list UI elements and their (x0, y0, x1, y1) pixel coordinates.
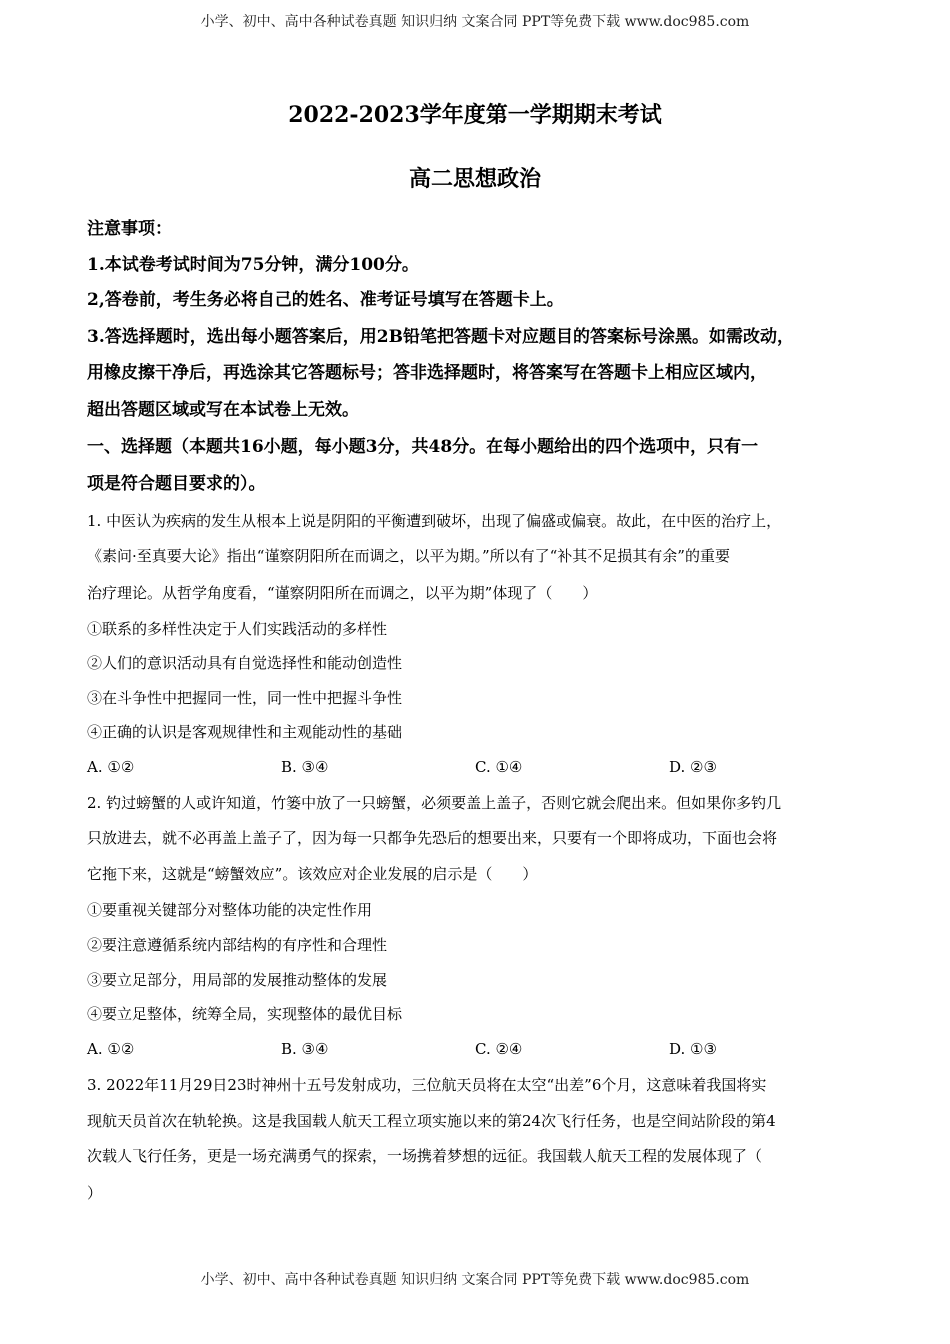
question-2-stem: 只放进去，就不必再盖上盖子了，因为每一只都争先恐后的想要出来，只要有一个即将成功，下面也会将 (87, 829, 778, 847)
section-heading: 一、选择题（本题共16小题，每小题3分，共48分。在每小题给出的四个选项中，只有一 (87, 437, 759, 457)
page-footer: 小学、初中、高中各种试卷真题 知识归纳 文案合同 PPT等免费下载 www.doc985.com (200, 1272, 750, 1288)
question-2-item: ③要立足部分，用局部的发展推动整体的发展 (87, 971, 388, 989)
section-heading: 项是符合题目要求的）。 (87, 474, 266, 494)
question-1-item: ②人们的意识活动具有自觉选择性和能动创造性 (87, 654, 403, 672)
question-1-choice-b: B. ③④ (281, 758, 329, 776)
question-2-choice-d: D. ①③ (669, 1040, 717, 1058)
question-1-choice-a: A. ①② (87, 758, 135, 776)
question-2-choice-b: B. ③④ (281, 1040, 329, 1058)
question-1-item: ④正确的认识是客观规律性和主观能动性的基础 (87, 723, 403, 741)
notice-heading: 注意事项： (87, 219, 172, 239)
question-1-item: ③在斗争性中把握同一性，同一性中把握斗争性 (87, 689, 403, 707)
notice-item: 超出答题区域或写在本试卷上无效。 (87, 400, 359, 420)
notice-item: 1.本试卷考试时间为75分钟，满分100分。 (87, 255, 419, 275)
notice-item: 2,答卷前，考生务必将自己的姓名、准考证号填写在答题卡上。 (87, 290, 564, 310)
notice-item: 3.答选择题时，选出每小题答案后，用2B铅笔把答题卡对应题目的答案标号涂黑。如需改动， (87, 327, 794, 347)
question-1-stem: 治疗理论。从哲学角度看，“谨察阴阳所在而调之，以平为期”体现了（ ） (87, 584, 598, 602)
question-3-stem: ） (87, 1184, 103, 1202)
notice-item: 用橡皮擦干净后，再选涂其它答题标号；答非选择题时，将答案写在答题卡上相应区域内， (87, 363, 767, 383)
question-3-stem: 次载人飞行任务，更是一场充满勇气的探索，一场携着梦想的远征。我国载人航天工程的发展体现了（ (87, 1147, 763, 1165)
question-1-choice-d: D. ②③ (669, 758, 717, 776)
question-1-choice-c: C. ①④ (475, 758, 523, 776)
question-2-stem: 它拖下来，这就是“螃蟹效应”。该效应对企业发展的启示是（ ） (87, 865, 538, 883)
question-3-stem: 3. 2022年11月29日23时神州十五号发射成功，三位航天员将在太空“出差”6个月，这意味着我国将实 (87, 1076, 767, 1094)
question-2-item: ④要立足整体，统筹全局，实现整体的最优目标 (87, 1005, 403, 1023)
question-1-stem: 1. 中医认为疾病的发生从根本上说是阴阳的平衡遭到破坏，出现了偏盛或偏衰。故此，在中医的治疗上， (87, 512, 782, 530)
question-2-item: ①要重视关键部分对整体功能的决定性作用 (87, 901, 373, 919)
exam-title: 2022-2023学年度第一学期期末考试 (288, 102, 662, 128)
question-2-choice-a: A. ①② (87, 1040, 135, 1058)
question-2-stem: 2. 钓过螃蟹的人或许知道，竹篓中放了一只螃蟹，必须要盖上盖子，否则它就会爬出来。但如果你多钓几 (87, 794, 782, 812)
question-1-item: ①联系的多样性决定于人们实践活动的多样性 (87, 620, 388, 638)
question-3-stem: 现航天员首次在轨轮换。这是我国载人航天工程立项实施以来的第24次飞行任务，也是空间站阶段的第4 (87, 1112, 776, 1130)
page-header: 小学、初中、高中各种试卷真题 知识归纳 文案合同 PPT等免费下载 www.doc985.com (200, 14, 750, 30)
exam-subject: 高二思想政治 (408, 166, 541, 192)
question-2-item: ②要注意遵循系统内部结构的有序性和合理性 (87, 936, 388, 954)
question-2-choice-c: C. ②④ (475, 1040, 523, 1058)
question-1-stem: 《素问·至真要大论》指出“谨察阴阳所在而调之，以平为期。”所以有了“补其不足损其有余”的重要 (87, 547, 730, 565)
